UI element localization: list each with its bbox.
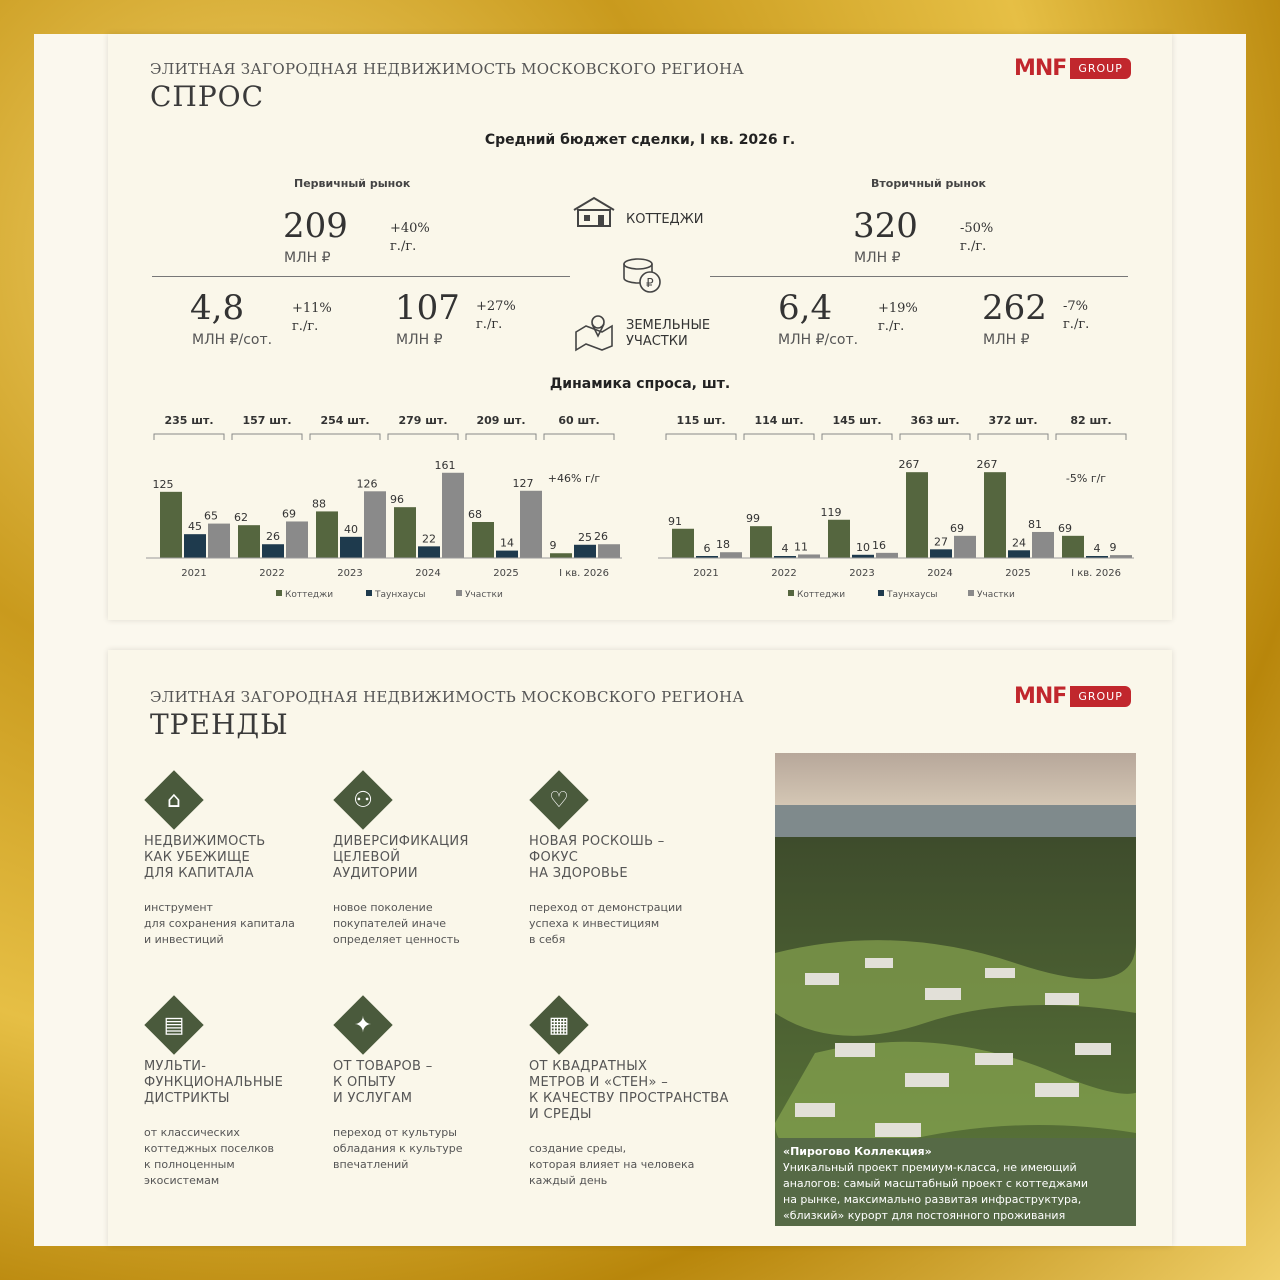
bar: [520, 491, 542, 558]
legend-swatch: [788, 590, 794, 596]
data-label: 267: [898, 458, 920, 472]
bar: [954, 536, 976, 558]
bar: [340, 537, 362, 558]
category-label: 2023: [849, 568, 875, 579]
bar: [496, 551, 518, 558]
legend-swatch: [878, 590, 884, 596]
experience-icon: ✦: [353, 1012, 373, 1038]
data-label: 125: [152, 477, 174, 491]
bar: [262, 544, 284, 558]
floorplan-icon: ▦: [548, 1012, 570, 1038]
data-label: 69: [282, 507, 296, 521]
slide-title: ТРЕНДЫ: [150, 708, 289, 741]
data-label: 9: [549, 539, 557, 553]
secondary-cottage-change: -50% г./г.: [960, 221, 994, 254]
slide-subtitle: ЭЛИТНАЯ ЗАГОРОДНАЯ НЕДВИЖИМОСТЬ МОСКОВСКОГО РЕГИОНА: [150, 688, 745, 706]
total-label: 363 шт.: [910, 414, 960, 427]
primary-market-label: Первичный рынок: [294, 177, 411, 190]
trend-description: инструмент для сохранения капитала и инвестиций: [144, 901, 295, 946]
bar: [184, 534, 206, 558]
trend-description: переход от демонстрации успеха к инвестициям в себя: [529, 901, 683, 946]
data-label: 25: [578, 530, 592, 544]
logo-group: GROUP: [1070, 58, 1131, 79]
total-bracket: [544, 434, 614, 440]
data-label: 161: [434, 458, 456, 472]
category-label: 2025: [1005, 568, 1031, 579]
data-label: 9: [1109, 541, 1117, 555]
data-label: 267: [976, 458, 998, 472]
data-label: 11: [794, 540, 808, 554]
data-label: 68: [468, 508, 482, 521]
total-label: 115 шт.: [676, 414, 726, 427]
data-label: 6: [703, 542, 711, 555]
caption-title: «Пирогово Коллекция»: [783, 1145, 932, 1158]
data-label: 26: [594, 530, 608, 544]
trend-description: от классических коттеджных поселков к полноценным экосистемам: [144, 1126, 274, 1187]
data-label: 27: [934, 535, 948, 549]
bar: [798, 554, 820, 558]
bar: [418, 546, 440, 558]
bar: [906, 472, 928, 558]
legend-swatch: [366, 590, 372, 596]
total-bracket: [310, 434, 380, 440]
data-label: 26: [266, 530, 280, 544]
caption-line: на рынке, максимально развитая инфраструктура,: [783, 1193, 1082, 1206]
legend-swatch: [276, 590, 282, 596]
total-label: 235 шт.: [164, 414, 214, 427]
total-bracket: [978, 434, 1048, 440]
slide-title: СПРОС: [150, 80, 265, 113]
trend-title: МУЛЬТИ- ФУНКЦИОНАЛЬНЫЕ ДИСТРИКТЫ: [144, 1059, 284, 1106]
trend-title: НЕДВИЖИМОСТЬ КАК УБЕЖИЩЕ ДЛЯ КАПИТАЛА: [144, 834, 266, 881]
logo-group: GROUP: [1070, 686, 1131, 707]
data-label: 81: [1028, 517, 1042, 531]
dynamics-title: Динамика спроса, шт.: [549, 376, 731, 392]
total-bracket: [744, 434, 814, 440]
bar: [472, 522, 494, 558]
budget-title: Средний бюджет сделки, I кв. 2026 г.: [484, 132, 796, 148]
data-label: 18: [716, 538, 730, 552]
data-label: 69: [950, 521, 964, 535]
data-label: 40: [344, 522, 358, 536]
coins-icon: [620, 254, 668, 298]
legend-label: Коттеджи: [285, 590, 334, 600]
legend-label: Участки: [977, 590, 1015, 600]
data-label: 24: [1012, 536, 1026, 550]
primary-divider: [152, 276, 570, 277]
trend-description: переход от культуры обладания к культуре впечатлений: [333, 1126, 463, 1171]
secondary-land-sotka-change: +19% г./г.: [878, 301, 918, 334]
bar: [984, 472, 1006, 558]
category-label: 2024: [927, 568, 953, 579]
category-label: 2022: [259, 568, 285, 579]
bar: [394, 507, 416, 558]
primary-land-sotka-change: +11% г./г.: [292, 301, 332, 334]
total-label: 254 шт.: [320, 414, 370, 427]
primary-cottage-unit: МЛН ₽: [284, 250, 331, 266]
legend-label: Таунхаусы: [887, 590, 938, 600]
data-label: 69: [1058, 521, 1072, 535]
primary-cottage-value: 209: [283, 206, 348, 246]
secondary-divider: [710, 276, 1128, 277]
house-icon: [570, 192, 618, 230]
legend-label: Участки: [465, 590, 503, 600]
photo-caption: [775, 1138, 1136, 1226]
data-label: 65: [204, 509, 218, 523]
logo-mark: MNF: [1014, 683, 1067, 709]
legend-label: Таунхаусы: [375, 590, 426, 600]
bar: [442, 473, 464, 558]
data-label: 126: [356, 477, 378, 491]
data-label: 16: [872, 538, 886, 552]
total-label: 145 шт.: [832, 414, 882, 427]
bar: [316, 511, 338, 558]
data-label: 119: [820, 505, 842, 519]
legend-swatch: [968, 590, 974, 596]
project-photo: [775, 753, 1136, 1226]
total-label: 114 шт.: [754, 414, 804, 427]
slide-trends: [108, 650, 1172, 1246]
total-bracket: [154, 434, 224, 440]
caption-line: аналогов: самый масштабный проект с коттеджами: [783, 1177, 1089, 1190]
bar: [598, 544, 620, 558]
category-label: 2022: [771, 568, 797, 579]
trend-description: новое поколение покупателей иначе определяет ценность: [333, 901, 460, 946]
bar: [574, 545, 596, 558]
secondary-land-sotka-unit: МЛН ₽/сот.: [778, 332, 859, 348]
secondary-land-value: 262: [982, 288, 1047, 328]
total-label: 209 шт.: [476, 414, 526, 427]
category-label: 2021: [181, 568, 207, 579]
total-label: 82 шт.: [1070, 414, 1112, 427]
total-label: 60 шт.: [558, 414, 600, 427]
total-bracket: [388, 434, 458, 440]
bar: [1062, 536, 1084, 558]
primary-land-value: 107: [395, 288, 460, 328]
bar: [750, 526, 772, 558]
category-label: I кв. 2026: [1071, 568, 1121, 579]
total-bracket: [232, 434, 302, 440]
data-label: 22: [422, 532, 436, 546]
caption-line: Уникальный проект премиум-класса, не имеющий: [783, 1161, 1077, 1174]
logo-mark: MNF: [1014, 55, 1067, 81]
bar: [1008, 550, 1030, 558]
category-label: 2025: [493, 568, 519, 579]
trend-description: создание среды, которая влияет на человека каждый день: [529, 1142, 695, 1187]
data-label: 127: [512, 476, 534, 490]
data-label: 45: [188, 520, 202, 534]
growth-annotation: +46% г/г: [547, 472, 601, 485]
primary-land-sotka-unit: МЛН ₽/сот.: [192, 332, 273, 348]
mnf-logo: [1014, 56, 1131, 80]
center-label-cottages: КОТТЕДЖИ: [626, 212, 704, 227]
secondary-market-label: Вторичный рынок: [871, 177, 986, 190]
bar: [208, 524, 230, 558]
secondary-land-unit: МЛН ₽: [983, 332, 1030, 348]
category-label: 2021: [693, 568, 719, 579]
caption-line: «близкий» курорт для постоянного проживания: [783, 1209, 1066, 1222]
bar: [1032, 532, 1054, 558]
primary-land-sotka-value: 4,8: [190, 288, 245, 328]
primary-demand-chart: [146, 404, 622, 604]
data-label: 10: [856, 540, 870, 554]
secondary-cottage-value: 320: [853, 206, 918, 246]
category-label: 2023: [337, 568, 363, 579]
primary-land-unit: МЛН ₽: [396, 332, 443, 348]
center-label-land: ЗЕМЕЛЬНЫЕ УЧАСТКИ: [626, 318, 711, 349]
audience-icon: ⚇: [353, 787, 373, 813]
heart-hands-icon: ♡: [549, 787, 569, 813]
house-coins-icon: ⌂: [167, 787, 181, 813]
slide-demand: [108, 34, 1172, 620]
total-bracket: [466, 434, 536, 440]
trend-title: ОТ ТОВАРОВ – К ОПЫТУ И УСЛУГАМ: [333, 1059, 433, 1106]
legend-swatch: [456, 590, 462, 596]
legend-label: Коттеджи: [797, 590, 846, 600]
data-label: 91: [668, 514, 682, 528]
total-bracket: [900, 434, 970, 440]
bar: [828, 520, 850, 558]
bar: [876, 553, 898, 558]
growth-annotation: -5% г/г: [1065, 472, 1107, 485]
mnf-logo: [1014, 684, 1131, 708]
trend-title: ДИВЕРСИФИКАЦИЯ ЦЕЛЕВОЙ АУДИТОРИИ: [333, 834, 469, 881]
map-pin-icon: [572, 310, 616, 352]
category-label: I кв. 2026: [559, 568, 609, 579]
total-bracket: [822, 434, 892, 440]
total-label: 372 шт.: [988, 414, 1038, 427]
data-label: 88: [312, 497, 326, 511]
data-label: 14: [500, 536, 514, 550]
data-label: 4: [781, 542, 789, 555]
data-label: 96: [390, 493, 404, 507]
bar: [160, 492, 182, 558]
bar: [720, 552, 742, 558]
total-label: 279 шт.: [398, 414, 448, 427]
secondary-land-change: -7% г./г.: [1063, 299, 1090, 332]
trend-title: НОВАЯ РОСКОШЬ – ФОКУС НА ЗДОРОВЬЕ: [529, 834, 665, 881]
trend-title: ОТ КВАДРАТНЫХ МЕТРОВ И «СТЕН» – К КАЧЕСТВУ ПРОСТРАНСТВА И СРЕДЫ: [529, 1059, 729, 1122]
primary-land-change: +27% г./г.: [476, 299, 516, 332]
secondary-cottage-unit: МЛН ₽: [854, 250, 901, 266]
total-bracket: [1056, 434, 1126, 440]
bar: [550, 553, 572, 558]
shop-icon: ▤: [163, 1012, 185, 1038]
total-bracket: [666, 434, 736, 440]
secondary-land-sotka-value: 6,4: [778, 288, 833, 328]
bar: [286, 521, 308, 558]
primary-cottage-change: +40% г./г.: [390, 221, 430, 254]
bar: [672, 529, 694, 558]
bar: [238, 525, 260, 558]
bar: [930, 549, 952, 558]
data-label: 99: [746, 512, 760, 526]
total-label: 157 шт.: [242, 414, 292, 427]
category-label: 2024: [415, 568, 441, 579]
data-label: 4: [1093, 542, 1101, 555]
svg-text:₽: ₽: [646, 276, 654, 290]
data-label: 62: [234, 511, 248, 525]
secondary-demand-chart: [658, 404, 1134, 604]
slide-subtitle: ЭЛИТНАЯ ЗАГОРОДНАЯ НЕДВИЖИМОСТЬ МОСКОВСКОГО РЕГИОНА: [150, 60, 745, 78]
bar: [364, 491, 386, 558]
